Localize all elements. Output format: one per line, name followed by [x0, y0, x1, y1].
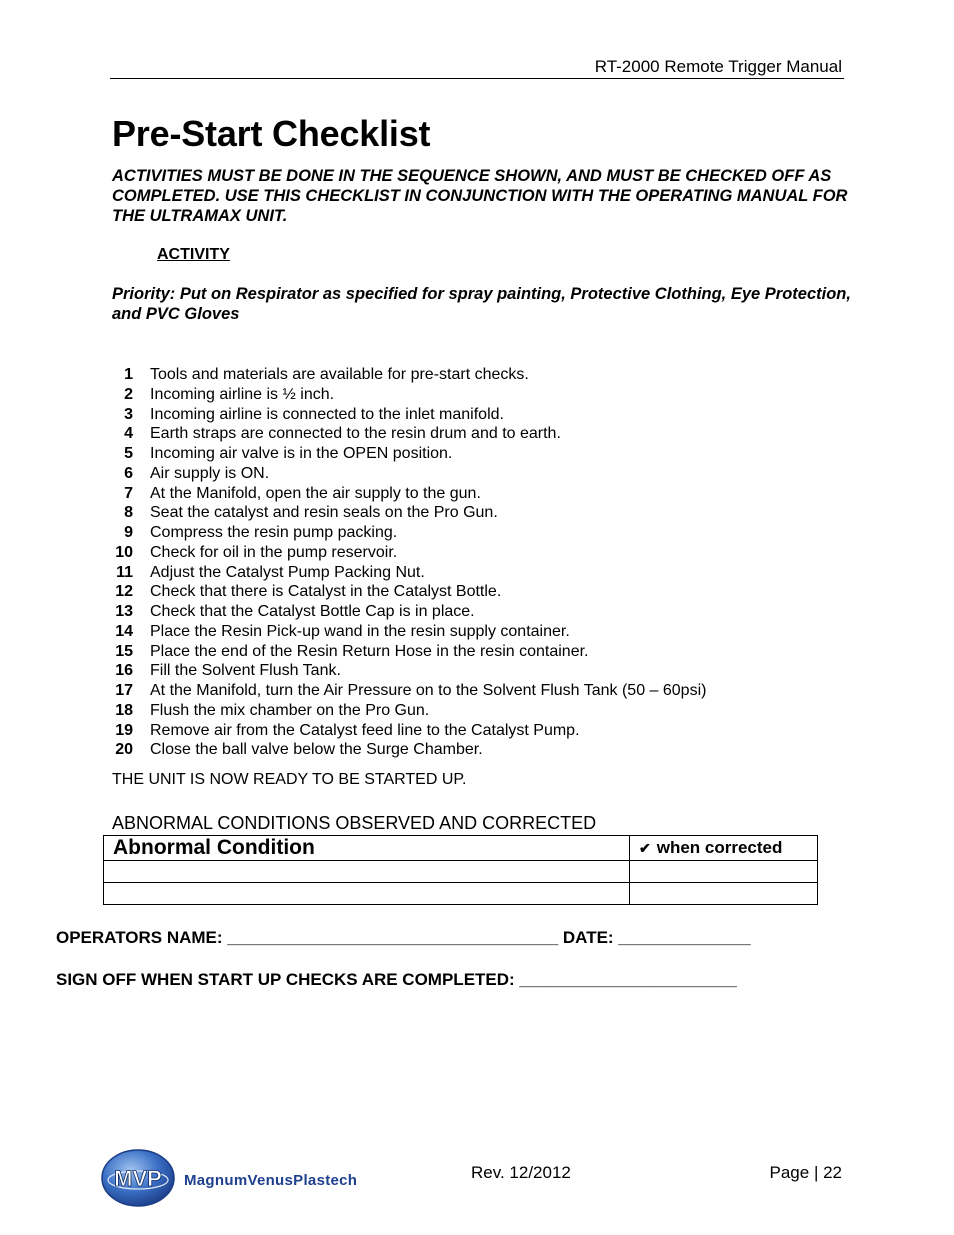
- step-number: 9: [124, 524, 133, 541]
- priority-note: Priority: Put on Respirator as specified for spray painting, Protective Clothing, Eye Protection, and PVC Gloves: [112, 285, 851, 323]
- step-text: At the Manifold, turn the Air Pressure on to the Solvent Flush Tank (50 – 60psi): [150, 682, 707, 699]
- header-title: RT-2000 Remote Trigger Manual: [594, 57, 842, 76]
- step-number: 7: [124, 484, 133, 502]
- corrected-cell[interactable]: [630, 861, 818, 883]
- step-text: Seat the catalyst and resin seals on the Pro Gun.: [150, 504, 498, 522]
- step-number: 5: [124, 445, 133, 462]
- checklist-step: [112, 602, 706, 622]
- activity-heading: ACTIVITY: [157, 246, 230, 263]
- step-number: 8: [124, 504, 133, 522]
- condition-cell[interactable]: [104, 861, 630, 883]
- step-number: 13: [115, 603, 133, 620]
- step-number: 3: [124, 405, 133, 423]
- step-number: 14: [115, 622, 133, 640]
- step-number: 11: [116, 563, 133, 581]
- checklist-step: [112, 365, 706, 385]
- step-text: Tools and materials are available for pre-start checks.: [150, 366, 529, 383]
- step-number: 15: [115, 642, 133, 660]
- checklist-step: [112, 701, 706, 721]
- checklist-step: [112, 405, 706, 425]
- signoff-line: SIGN OFF WHEN START UP CHECKS ARE COMPLETED: _______________________: [56, 970, 737, 989]
- step-number: 18: [115, 701, 133, 719]
- checklist-step: [112, 563, 706, 583]
- checklist-step: [112, 424, 706, 444]
- checklist-step: [112, 681, 706, 701]
- checklist-step: [112, 582, 706, 602]
- step-number: 1: [124, 366, 133, 383]
- step-number: 2: [124, 385, 133, 403]
- checklist-step: [112, 385, 706, 405]
- step-text: Air supply is ON.: [150, 464, 270, 482]
- step-text: Place the Resin Pick-up wand in the resin supply container.: [150, 622, 570, 640]
- step-text: Remove air from the Catalyst feed line to the Catalyst Pump.: [150, 721, 580, 739]
- step-text: Flush the mix chamber on the Pro Gun.: [150, 701, 430, 719]
- corrected-cell[interactable]: [630, 883, 818, 905]
- checkmark-icon: ✔: [639, 840, 651, 856]
- sequence-warning: ACTIVITIES MUST BE DONE IN THE SEQUENCE SHOWN, AND MUST BE CHECKED OFF AS COMPLETED. USE THIS CHECKLIST IN CONJUNCTION WITH THE OPERATING MANUAL FOR THE ULTRAMAX UNIT.: [112, 167, 848, 225]
- checklist-step: [112, 444, 706, 464]
- step-text: Place the end of the Resin Return Hose in the resin container.: [150, 642, 589, 660]
- corrected-label: when corrected: [656, 838, 783, 857]
- page-number: Page | 22: [769, 1163, 842, 1182]
- step-text: Incoming airline is connected to the inlet manifold.: [150, 405, 504, 423]
- step-number: 20: [115, 741, 133, 759]
- condition-cell[interactable]: [104, 883, 630, 905]
- table-row: [104, 883, 818, 905]
- step-text: Earth straps are connected to the resin drum and to earth.: [150, 425, 561, 443]
- step-text: Fill the Solvent Flush Tank.: [150, 662, 341, 680]
- checklist-step: [112, 661, 706, 681]
- logo-mark-text: MVP: [114, 1166, 162, 1191]
- column-header-corrected: [630, 836, 818, 861]
- step-text: Close the ball valve below the Surge Chamber.: [150, 741, 483, 759]
- step-number: 12: [115, 583, 133, 601]
- step-text: Compress the resin pump packing.: [150, 524, 398, 541]
- step-text: Check for oil in the pump reservoir.: [150, 543, 398, 561]
- table-row: [104, 861, 818, 883]
- ready-statement: THE UNIT IS NOW READY TO BE STARTED UP.: [112, 771, 467, 788]
- checklist-step: [112, 721, 706, 741]
- step-text: Incoming air valve is in the OPEN position.: [150, 445, 453, 462]
- checklist-step: [112, 642, 706, 662]
- checklist-steps: [112, 365, 706, 760]
- step-text: Incoming airline is ½ inch.: [150, 385, 335, 403]
- checklist-step: [112, 543, 706, 563]
- step-text: Adjust the Catalyst Pump Packing Nut.: [150, 563, 425, 581]
- step-text: At the Manifold, open the air supply to the gun.: [150, 484, 481, 502]
- logo-wordmark: MagnumVenusPlastech: [184, 1172, 358, 1189]
- header-rule: [110, 78, 844, 79]
- checklist-step: [112, 622, 706, 642]
- step-number: 10: [115, 543, 133, 561]
- step-number: 4: [124, 425, 133, 443]
- step-text: Check that there is Catalyst in the Catalyst Bottle.: [150, 583, 502, 601]
- operator-name-date-line: OPERATORS NAME: ___________________________________ DATE: ______________: [56, 928, 751, 947]
- checklist-step: [112, 523, 706, 543]
- abnormal-conditions-table: [103, 835, 818, 905]
- step-text: Check that the Catalyst Bottle Cap is in place.: [150, 603, 475, 620]
- step-number: 16: [115, 662, 133, 680]
- checklist-step: [112, 503, 706, 523]
- checklist-step: [112, 484, 706, 504]
- step-number: 6: [124, 464, 133, 482]
- abnormal-caption: ABNORMAL CONDITIONS OBSERVED AND CORRECTED: [112, 813, 597, 833]
- column-header-condition: Abnormal Condition: [104, 836, 630, 861]
- page-title: Pre-Start Checklist: [112, 113, 431, 154]
- revision-date: Rev. 12/2012: [471, 1163, 571, 1182]
- step-number: 19: [115, 721, 133, 739]
- step-number: 17: [115, 682, 133, 699]
- table-header-row: [104, 836, 818, 861]
- checklist-step: [112, 740, 706, 760]
- checklist-step: [112, 464, 706, 484]
